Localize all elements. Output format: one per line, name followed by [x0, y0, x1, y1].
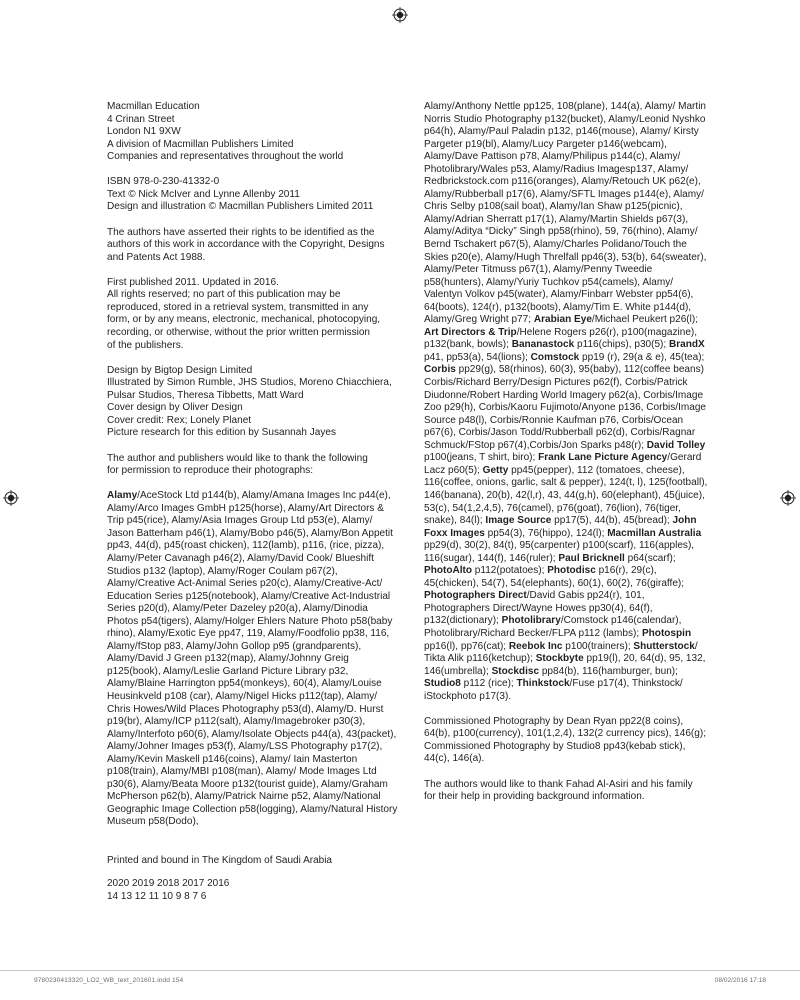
- credit-source-name: Photodisc: [547, 565, 596, 577]
- publisher-address: [107, 101, 400, 164]
- credit-source-name: Paul Bricknell: [558, 552, 625, 564]
- text-line: Commissioned Photography by Dean Ryan pp22(8 coins),: [424, 715, 684, 727]
- credit-source-name: Photolibrary: [501, 615, 561, 627]
- credit-source-name: Thinkstock: [516, 678, 570, 690]
- credit-detail: pp29(g), 58(rhinos), 60(3), 95(baby), 112(coffee beans) Corbis/Richard Berry/Design Pictures p62(f), Corbis/Patrick Diudonne/Robert Harding World Imagery p62(a), Corbis/Image Zoo p29(h), Corbis/Kaoru Fujimoto/Anyone p136, Corbis/Image Source p48(l), Corbis/Ronnie Kaufman p76, Corbis/Ocean p67(6), Corbis/Jason Todd/Rubberball p62(d), Corbis/Ragnar Schmuck/FStop p67(4),Corbis/Jon Sparks p48(r);: [424, 364, 707, 451]
- credit-detail: Alamy/Anthony Nettle pp125, 108(plane), 144(a), Alamy/ Martin Norris Studio Photography p132(bucket), Alamy/Leonid Nyshko p64(h), Alamy/Paul Paladin p132, p146(mouse), Alamy/ Kirsty Pargeter p19(bl), Alamy/Lucy Pargeter p146(webcam), Alamy/Dave Pattison p78, Alamy/Philipus p144(c), Alamy/ Photolibrary/Wales p53, Alamy/Radius Imagesp137, Alamy/ Redbrickstock.com p116(oranges), Alamy/Retouch UK p62(e), Alamy/Rubberball p17(6), Alamy/SFTL Images p144(e), Alamy/ Chris Selby p108(sail boat), Alamy/Ian Shaw p125(picnic), Alamy/Adrian Sherratt p17(1), Alamy/Martin Shields p67(3), Alamy/Aditya “Dicky” Singh pp58(rhino), 59, 76(rhino), Alamy/ Bernd Tschakert p67(5), Alamy/Charles Polidano/Touch the Skies p20(e), Alamy/Hugh Threlfall pp46(3), 53(b), 64(sweater), Alamy/Peter Titmuss p67(1), Alamy/Penny Tweedie p58(hunters), Alamy/Yuriy Tuchkov p54(camels), Alamy/ Valentyn Volkov p45(water), Alamy/Finbarr Webster pp54(6), 64(boots), 124(r), p132(boots), Alamy/Tim E. White p144(d), Alamy/Greg Wright p77;: [424, 101, 707, 326]
- credit-source-name: Alamy: [107, 490, 138, 502]
- credit-detail: p112 (rice);: [460, 678, 517, 690]
- text-line: for permission to reproduce their photographs:: [107, 465, 314, 477]
- credit-detail: pp16(l), pp76(cat);: [424, 640, 509, 652]
- publication-rights: [107, 277, 400, 352]
- impression-numbers: 14 13 12 11 10 9 8 7 6: [107, 890, 207, 902]
- text-line: Cover credit: Rex; Lonely Planet: [107, 414, 252, 426]
- credit-detail: p116(chips), p30(5);: [574, 339, 669, 351]
- credit-detail: p100(jeans, T shirt, biro);: [424, 452, 539, 464]
- registration-mark-right-icon: [780, 490, 796, 506]
- credit-source-name: Arabian Eye: [533, 314, 592, 326]
- impression-line: [107, 878, 229, 903]
- credit-source-name: Photographers Direct: [424, 590, 527, 602]
- credit-source-name: BrandX: [668, 339, 705, 351]
- text-line: of the publishers.: [107, 339, 184, 351]
- credit-detail: pp17(5), 44(b), 45(bread);: [551, 515, 673, 527]
- slug-filename: 9780230413320_LO2_WB_text_201601.indd 154: [34, 977, 184, 984]
- credit-source-name: Stockbyte: [535, 653, 584, 665]
- text-line: 64(b), p100(currency), 101(1,2,4), 132(2 currency pics), 146(g);: [424, 728, 706, 740]
- text-line: Illustrated by Simon Rumble, JHS Studios, Moreno Chiacchiera,: [107, 377, 392, 389]
- text-line: recording, or otherwise, without the prior written permission: [107, 326, 371, 338]
- credit-detail: pp45(pepper), 112 (tomatoes, cheese), 116(coffee, onions, garlic, salt & pepper), 124(t, l), 125(football), 146(banana), 20(b), 42(l,r), 43, 44(g,h), 60(elephant), 45(juice), 53(c), 54(1,2,4,5), 76(camel), p76(goat), 76(lion), 76(tiger, snake), 84(l);: [424, 464, 708, 527]
- credit-detail: /Helene Rogers p26(r), p100(magazine), p132(bank, bowls);: [424, 326, 698, 351]
- credit-detail: p64(scarf);: [624, 552, 676, 564]
- design-credits: [107, 365, 400, 440]
- credit-detail: / Tikta Alik p116(ketchup);: [424, 640, 698, 665]
- credit-source-name: Image Source: [485, 515, 552, 527]
- credit-detail: pp54(3), 76(hippo), 124(l);: [484, 527, 608, 539]
- text-line: Pulsar Studios, Theresa Tibbetts, Matt Ward: [107, 389, 304, 401]
- left-column: [107, 101, 400, 842]
- acknowledgement: [424, 779, 708, 804]
- credit-source-name: Stockdisc: [491, 665, 540, 677]
- credit-detail: p112(potatoes);: [472, 565, 548, 577]
- credit-source-name: Corbis: [424, 364, 456, 376]
- text-line: Design and illustration © Macmillan Publishers Limited 2011: [107, 201, 374, 213]
- credit-source-name: PhotoAlto: [424, 565, 472, 577]
- text-line: The authors would like to thank Fahad Al-Asiri and his family: [424, 778, 693, 790]
- text-line: London N1 9XW: [107, 126, 181, 138]
- thanks-intro: [107, 453, 400, 478]
- credit-source-name: David Tolley: [646, 439, 706, 451]
- credit-detail: p16(r), 29(c), 45(chicken), 54(7), 54(elephants), 60(1), 60(2), 76(giraffe);: [424, 565, 685, 589]
- text-line: Picture research for this edition by Susannah Jayes: [107, 427, 336, 439]
- text-line: A division of Macmillan Publishers Limited: [107, 138, 294, 150]
- text-line: reproduced, stored in a retrieval system, transmitted in any: [107, 301, 369, 313]
- credit-detail: /Gerard Lacz p60(5);: [424, 452, 702, 476]
- text-line: and Patents Act 1988.: [107, 251, 206, 263]
- moral-rights: [107, 227, 400, 265]
- credit-source-name: Shutterstock: [633, 640, 695, 652]
- credit-detail: /Comstock p146(calendar), Photolibrary/Richard Becker/FLPA p112 (lambs);: [424, 615, 682, 639]
- text-line: Design by Bigtop Design Limited: [107, 364, 253, 376]
- credit-source-name: John Foxx Images: [424, 515, 697, 539]
- text-line: 44(c), 146(a).: [424, 753, 485, 765]
- credit-detail: /Fuse p17(4), Thinkstock/ iStockphoto p17(3).: [424, 678, 683, 702]
- credit-source-name: Getty: [482, 464, 509, 476]
- credit-detail: /David Gabis pp24(r), 101, Photographers Direct/Wayne Howes pp30(4), 64(f), p132(dictionary);: [424, 590, 653, 627]
- isbn-copyright: [107, 176, 400, 214]
- credit-source-name: Frank Lane Picture Agency: [538, 452, 668, 464]
- text-line: The authors have asserted their rights to be identified as the: [107, 226, 375, 238]
- text-line: authors of this work in accordance with the Copyright, Designs: [107, 239, 385, 251]
- photo-credits-right: [424, 101, 708, 703]
- printed-in-note: Printed and bound in The Kingdom of Saudi Arabia: [107, 855, 332, 866]
- text-line: 4 Crinan Street: [107, 113, 175, 125]
- credit-detail: pp29(d), 30(2), 84(t), 95(carpenter) p100(scarf), 116(apples), 116(sugar), 144(f), 146(ruler);: [424, 540, 695, 564]
- credit-detail: /AceStock Ltd p144(b), Alamy/Amana Images Inc p44(e), Alamy/Arco Images GmbH p125(horse), Alamy/Art Directors & Trip p45(rice), Alamy/Asia Images Group Ltd p53(e), Alamy/ Jason Batterham p46(1), Alamy/Bobo p46(5), Alamy/Bon Appetit pp43, 44(d), p45(roast chicken), 112(lamb), p116, (rice, pizza), Alamy/Peter Cavanagh p46(2), Alamy/David Cook/ Blueshift Studios p132 (laptop), Alamy/Roger Coulam p67(2), Alamy/Creative Act-Animal Series p20(c), Alamy/Creative-Act/ Education Series p125(notebook), Alamy/Creative Act-Industrial Series p20(d), Alamy/Peter Dazeley p20(a), Alamy/Dinodia Photos p54(tigers), Alamy/Holger Ehlers Nature Photo p58(baby rhino), Alamy/Exotic Eye pp47, 119, Alamy/Foodfolio pp38, 116, Alamy/fStop p83, Alamy/John Gollop p95 (grandparents), Alamy/David J Green p132(map), Alamy/Johnny Greig p125(book), Alamy/Leslie Garland Picture Library p32, Alamy/Blaine Harrington pp54(monkeys), 60(4), Alamy/Louise Heusinkveld p108 (car), Alamy/Nigel Hicks p112(tap), Alamy/ Chris Howes/Wild Places Photography p53(d), Alamy/D. Hurst p19(br), Alamy/ICP p112(salt), Alamy/Imagebroker p30(3), Alamy/Interfoto p60(6), Alamy/Isolate Objects p44(a), 43(packet), Alamy/Johner Images p53(f), Alamy/LSS Photography p17(2), Alamy/Kevin Maskell p146(coins), Alamy/ Iain Masterton p108(train), Alamy/MBI p108(man), Alamy/ Mode Images Ltd p30(6), Alamy/Beata Moore p132(tourist guide), Alamy/Graham McPherson p62(b), Alamy/Patrick Nairne p52, Alamy/National Geographic Image Collection p58(logging), Alamy/Natural History Museum p58(Dodo),: [107, 490, 398, 828]
- registration-mark-top-icon: [392, 7, 408, 23]
- impression-years: 2020 2019 2018 2017 2016: [107, 878, 230, 889]
- commissioned-photography: [424, 716, 708, 766]
- credit-source-name: Art Directors & Trip: [424, 326, 517, 338]
- text-line: All rights reserved; no part of this publication may be: [107, 289, 341, 301]
- text-line: Cover design by Oliver Design: [107, 402, 243, 414]
- credit-source-name: Reebok Inc: [508, 640, 563, 652]
- credit-source-name: Photospin: [641, 627, 692, 639]
- credit-detail: pp84(b), 116(hamburger, bun);: [539, 665, 678, 677]
- credit-detail: p41, pp53(a), 54(lions);: [424, 351, 531, 363]
- slug-divider: [0, 970, 800, 971]
- credit-detail: p100(trainers);: [562, 640, 634, 652]
- text-line: First published 2011. Updated in 2016.: [107, 276, 279, 288]
- slug-timestamp: 08/02/2016 17:18: [714, 977, 766, 984]
- right-column: [424, 101, 708, 816]
- text-line: for their help in providing background information.: [424, 791, 645, 803]
- text-line: Text © Nick McIver and Lynne Allenby 2011: [107, 188, 300, 200]
- text-line: The author and publishers would like to thank the following: [107, 452, 368, 464]
- credit-source-name: Bananastock: [511, 339, 575, 351]
- registration-mark-left-icon: [3, 490, 19, 506]
- credit-detail: pp19(l), 20, 64(d), 95, 132, 146(umbrella);: [424, 653, 706, 677]
- credit-source-name: Studio8: [424, 678, 461, 690]
- photo-credits-left: [107, 490, 400, 829]
- text-line: Commissioned Photography by Studio8 pp43(kebab stick),: [424, 740, 686, 752]
- credit-source-name: Macmillan Australia: [607, 527, 702, 539]
- text-line: Companies and representatives throughout the world: [107, 151, 344, 163]
- text-line: form, or by any means, electronic, mechanical, photocopying,: [107, 314, 381, 326]
- credit-detail: /Michael Peukert p26(l);: [591, 314, 699, 326]
- text-line: ISBN 978-0-230-41332-0: [107, 176, 220, 188]
- credit-detail: pp19 (r), 29(a & e), 45(tea);: [579, 351, 705, 363]
- text-line: Macmillan Education: [107, 101, 200, 112]
- credit-source-name: Comstock: [530, 351, 580, 363]
